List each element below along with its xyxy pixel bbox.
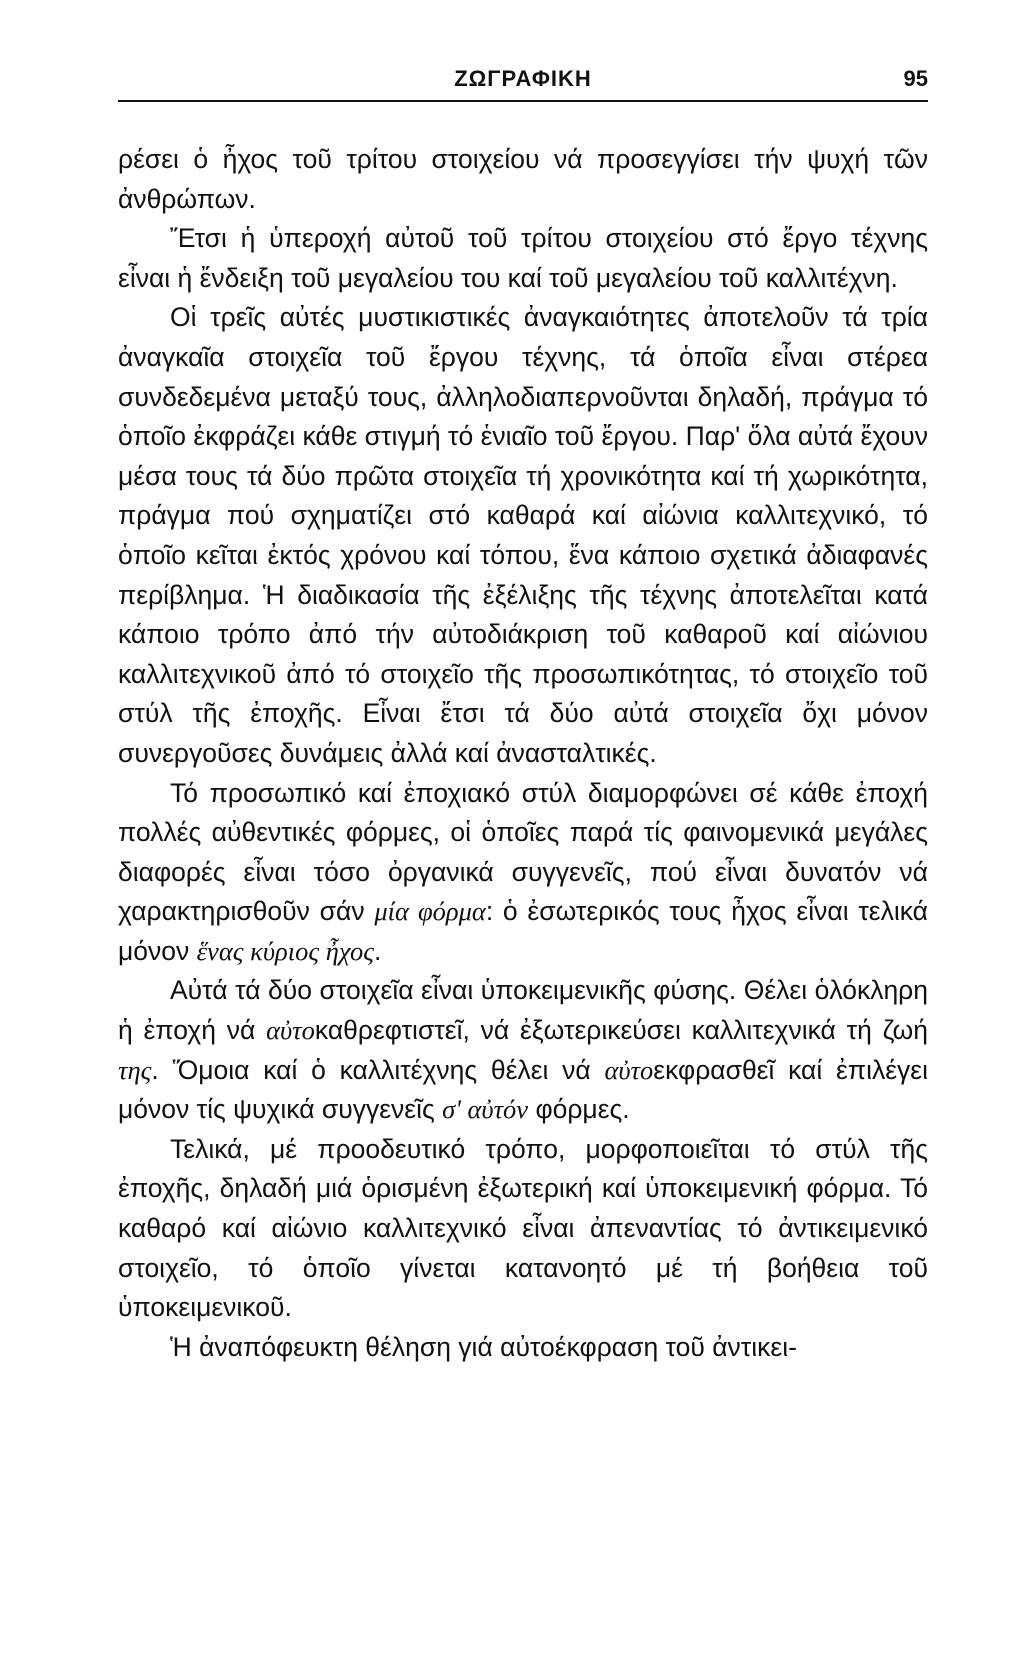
paragraph-2: [118, 219, 928, 298]
text-run: Τελικά, μέ προοδευτικό τρόπο, μορφοποιεῖται τό στύλ τῆς ἐποχῆς, δηλαδή μιά ὁρισμένη ἐξωτερική καί ὑποκειμενική φόρμα. Τό καθαρό καί αἰώνιο καλλιτεχνικό εἶναι ἀπεναντίας τό ἀντικειμενικό στοιχεῖο, τό ὁποῖο γίνεται κατανοητό μέ τή βοήθεια τοῦ ὑποκειμενικοῦ.: [118, 1133, 928, 1323]
running-title: ΖΩΓΡΑΦΙΚΗ: [454, 66, 592, 91]
paragraph-3: [118, 298, 928, 773]
text-run: ρέσει ὁ ἦχος τοῦ τρίτου στοιχείου νά προσεγγίσει τήν ψυχή τῶν ἀνθρώπων.: [118, 144, 928, 214]
paragraph-4: [118, 774, 928, 972]
italic-phrase: ἕνας κύριος ἦχος: [196, 935, 374, 966]
italic-phrase: της: [118, 1054, 152, 1085]
text-run: φόρμες.: [528, 1094, 630, 1125]
paragraph-7: [118, 1328, 928, 1368]
paragraph-1: [118, 140, 928, 219]
text-run: Ἡ ἀναπόφευκτη θέληση γιά αὐτοέκφραση τοῦ ἀντικει-: [170, 1331, 797, 1362]
page-number: 95: [903, 66, 928, 91]
italic-phrase: αὐτο: [604, 1054, 654, 1085]
text-run: : ὁ ἐσωτερικός τους ἦχος εἶναι τελικά μόνον: [118, 896, 929, 966]
text-run: .: [373, 935, 382, 966]
italic-phrase: αὐτο: [266, 1015, 315, 1046]
text-run: Ἔτσι ἡ ὑπεροχή αὐτοῦ τοῦ τρίτου στοιχείου στό ἔργο τέχνης εἶναι ἡ ἔνδειξη τοῦ μεγαλείου του καί τοῦ μεγαλείου τοῦ καλλιτέχνη.: [118, 223, 928, 293]
text-run: . Ὅμοια καί ὁ καλλιτέχνης θέλει νά: [151, 1054, 605, 1085]
text-run: Τό προσωπικό καί ἐποχιακό στύλ διαμορφώνει σέ κάθε ἐποχή πολλές αὐθεντικές φόρμες, οἱ ὁποῖες παρά τίς φαινομενικά μεγάλες διαφορές εἶναι τόσο ὀργανικά συγγενεῖς, πού εἶναι δυνατόν νά χαρακτηρισθοῦν σάν: [118, 777, 928, 927]
book-page: [118, 60, 928, 1367]
paragraph-6: [118, 1130, 928, 1328]
text-run: εκφρασθεῖ καί ἐπιλέγει μόνον τίς ψυχικά συγγενεῖς: [118, 1054, 928, 1125]
paragraph-5: [118, 971, 928, 1129]
text-run: Αὐτά τά δύο στοιχεῖα εἶναι ὑποκειμενικῆς φύσης. Θέλει ὁλόκληρη ἡ ἐποχή νά: [118, 975, 928, 1046]
italic-phrase: σ' αὐτόν: [442, 1094, 529, 1125]
text-run: Οἱ τρεῖς αὐτές μυστικιστικές ἀναγκαιότητες ἀποτελοῦν τά τρία ἀναγκαῖα στοιχεῖα τοῦ ἔργου τέχνης, τά ὁποῖα εἶναι στέρεα συνδεδεμένα μεταξύ τους, ἀλληλοδιαπερνοῦνται δηλαδή, πράγμα τό ὁποῖο ἐκφράζει κάθε στιγμή τό ἑνιαῖο τοῦ ἔργου. Παρ' ὅλα αὐτά ἔχουν μέσα τους τά δύο πρῶτα στοιχεῖα τή χρονικότητα καί τή χωρικότητα, πράγμα πού σχηματίζει στό καθαρά καί αἰώνια καλλιτεχνικό, τό ὁποῖο κεῖται ἐκτός χρόνου καί τόπου, ἕνα κάποιο σχετικά ἀδιαφανές περίβλημα. Ἡ διαδικασία τῆς ἐξέλιξης τῆς τέχνης ἀποτελεῖται κατά κάποιο τρόπο ἀπό τήν αὐτοδιάκριση τοῦ καθαροῦ καί αἰώνιου καλλιτεχνικοῦ ἀπό τό στοιχεῖο τῆς προσωπικότητας, τό στοιχεῖο τοῦ στύλ τῆς ἐποχῆς. Εἶναι ἔτσι τά δύο αὐτά στοιχεῖα ὄχι μόνον συνεργοῦσες δυνάμεις ἀλλά καί ἀνασταλτικές.: [118, 302, 928, 768]
body-text: [118, 140, 928, 1367]
text-run: καθρεφτιστεῖ, νά ἐξωτερικεύσει καλλιτεχνικά τή ζωή: [314, 1015, 928, 1046]
italic-phrase: μία φόρμα: [374, 896, 486, 927]
page-header: [118, 60, 928, 102]
